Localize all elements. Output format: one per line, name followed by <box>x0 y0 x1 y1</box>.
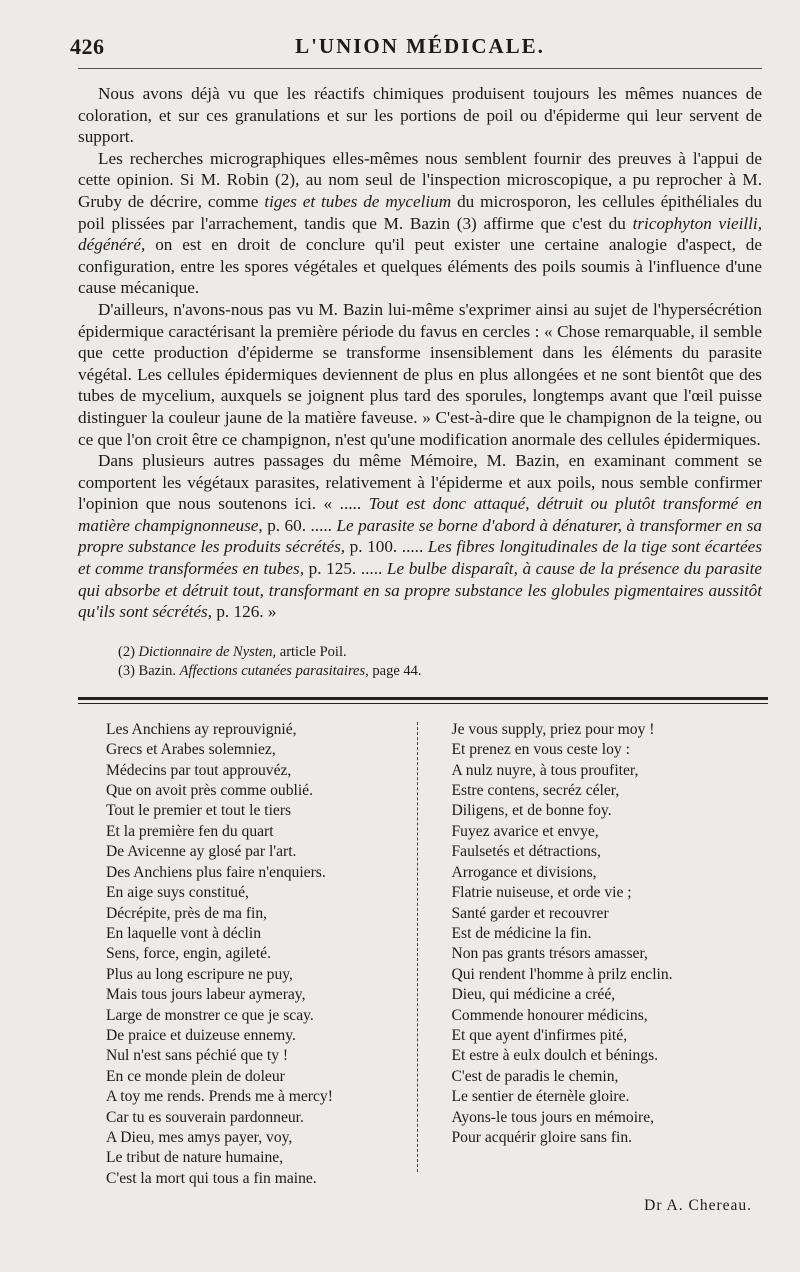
poem-line: Et estre à eulx doulch et bénings. <box>451 1047 659 1065</box>
paragraph-text: du microsporon, les cellules épithéliales du poil plissées par l'arrachement, tandis que M. Bazin (3) affirme que c'est du <box>78 191 763 233</box>
paragraph-4 <box>78 450 762 623</box>
section-divider <box>78 697 768 704</box>
poem-line: Large de monstrer ce que je scay. <box>106 1006 314 1024</box>
paragraph-italic: Les fibres longitudinales de la tige sont écartées et comme transformées en tubes, <box>78 537 763 579</box>
poem-line: Tout le premier et tout le tiers <box>106 802 292 820</box>
footnote-text: (3) Bazin. <box>118 662 180 679</box>
footnote-text: article Poil. <box>276 643 347 660</box>
paragraph-text: p. 100. ..... <box>345 537 428 557</box>
poem-line: En aige suys constitué, <box>106 884 249 902</box>
poem-line: Je vous supply, priez pour moy ! <box>451 720 655 738</box>
poem-line: Décrépite, près de ma fin, <box>106 904 268 922</box>
footnote-2 <box>118 643 762 662</box>
poem-line: Médecins par tout approuvéz, <box>106 761 292 779</box>
poem-line: Et prenez en vous ceste loy : <box>451 741 630 759</box>
footnotes <box>78 643 762 681</box>
poem-line: Qui rendent l'homme à prilz enclin. <box>451 965 673 983</box>
paragraph-italic: tricophyton vieilli, dégénéré, <box>78 213 762 255</box>
footnote-text: page 44. <box>368 662 422 679</box>
poem-line: Le sentier de éternèle gloire. <box>451 1088 630 1106</box>
paragraph-text: Les recherches micrographiques elles-mêmes nous semblent fournir des preuves à l'appui de cette opinion. Si M. Robin (2), au nom seul de l'inspection microscopique, a pu reprocher à M. Gruby de décrire, comme <box>78 148 762 211</box>
footnote-italic: Dictionnaire de Nysten, <box>138 643 277 660</box>
poem-column-right <box>418 720 763 1189</box>
poem-line: Plus au long escripure ne puy, <box>106 965 293 983</box>
poem-line: A Dieu, mes amys payer, voy, <box>106 1128 293 1146</box>
poem-line: Car tu es souverain pardonneur. <box>106 1108 304 1126</box>
paragraph-italic: Le parasite se borne d'abord à dénaturer, à transformer en sa propre substance les produits sécrétés, <box>78 515 763 557</box>
paragraph-text: p. 126. » <box>212 602 277 622</box>
poem-line: Et la première fen du quart <box>106 822 274 840</box>
poem-line: Est de médicine la fin. <box>451 924 592 942</box>
poem-line: De Avicenne ay glosé par l'art. <box>106 843 297 861</box>
poem <box>78 720 762 1189</box>
page-header <box>70 34 762 69</box>
poem-line: Que on avoit près comme oublié. <box>106 782 313 800</box>
poem-line: Commende honourer médicins, <box>451 1006 648 1024</box>
poem-line: Pour acquérir gloire sans fin. <box>451 1128 633 1146</box>
poem-line: Le tribut de nature humaine, <box>106 1149 284 1167</box>
paragraph-2 <box>78 148 762 299</box>
poem-line: Nul n'est sans péchié que ty ! <box>106 1047 289 1065</box>
page-number: 426 <box>70 34 105 59</box>
paragraph-text: Dans plusieurs autres passages du même Mémoire, M. Bazin, en examinant comment se comportent les végétaux parasites, relativement à l'épiderme et aux poils, nous semble confirmer l'opinion que nous soutenons ici. « ..... <box>78 451 762 514</box>
poem-line: C'est de paradis le chemin, <box>451 1067 619 1085</box>
footnote-3 <box>118 662 762 681</box>
poem-line: Flatrie nuiseuse, et orde vie ; <box>451 884 632 902</box>
poem-line: En laquelle vont à déclin <box>106 924 262 942</box>
journal-title: L'UNION MÉDICALE. <box>295 34 545 58</box>
poem-line: Mais tous jours labeur aymeray, <box>106 986 306 1004</box>
signature: Dr A. Chereau. <box>644 1197 752 1215</box>
paragraph-3 <box>78 299 762 450</box>
poem-line: Arrogance et divisions, <box>451 863 597 881</box>
poem-line: Fuyez avarice et envye, <box>451 822 599 840</box>
poem-line: Estre contens, secréz céler, <box>451 782 620 800</box>
poem-line: Sens, force, engin, agileté. <box>106 945 271 963</box>
poem-line: Ayons-le tous jours en mémoire, <box>451 1108 655 1126</box>
poem-line: De praice et duizeuse ennemy. <box>106 1026 296 1044</box>
poem-line: Des Anchiens plus faire n'enquiers. <box>106 863 326 881</box>
footnote-text: (2) <box>118 643 139 660</box>
poem-line: A toy me rends. Prends me à mercy! <box>106 1088 333 1106</box>
poem-line: Diligens, et de bonne foy. <box>451 802 612 820</box>
paragraph-italic: Tout est donc attaqué, détruit ou plutôt transformé en matière champignonneuse, <box>78 494 762 535</box>
poem-line: En ce monde plein de doleur <box>106 1067 285 1085</box>
poem-line: Dieu, qui médicine a créé, <box>451 986 616 1004</box>
paragraph-italic: tiges et tubes de mycelium <box>264 191 452 211</box>
article-body <box>78 83 762 623</box>
poem-line: A nulz nuyre, à tous proufiter, <box>451 761 639 779</box>
poem-line: Faulsetés et détractions, <box>451 843 601 861</box>
poem-line: Grecs et Arabes solemniez, <box>106 741 276 759</box>
paragraph-italic: Le bulbe disparaît, à cause de la présence du parasite qui absorbe et détruit tout, transformant en sa propre substance les globules pigmentaires aussitôt qu'ils sont sécrétés, <box>78 559 763 622</box>
paragraph-1 <box>78 83 762 148</box>
poem-line: Non pas grants trésors amasser, <box>451 945 648 963</box>
poem-column-left <box>78 720 417 1189</box>
footnote-italic: Affections cutanées parasitaires, <box>179 662 369 679</box>
paragraph-text: Nous avons déjà vu que les réactifs chimiques produisent toujours les mêmes nuances de coloration, et sur ces granulations et sur les portions de poil ou d'épiderme qui leur servent de support. <box>78 84 762 147</box>
poem-line: Santé garder et recouvrer <box>451 904 609 922</box>
paragraph-text: D'ailleurs, n'avons-nous pas vu M. Bazin lui-même s'exprimer ainsi au sujet de l'hypersécrétion épidermique caractérisant la première période du favus en cercles : « Chose remarquable, il semble que cette production d'épiderme se transforme insensiblement dans les éléments du parasite végétal. Les cellules épidermiques deviennent de plus en plus allongées et ne sont bientôt que des tubes de mycelium, auxquels se joignent plus tard des sporules, longtemps avant que l'œil puisse distinguer la couleur jaune de la matière faveuse. » C'est-à-dire que le champignon de la teigne, ou ce que l'on croit être ce champignon, n'est qu'une modification anormale des cellules épidermiques. <box>78 299 762 449</box>
poem-line: Et que ayent d'infirmes pité, <box>451 1026 628 1044</box>
paragraph-text: p. 60. ..... <box>262 515 337 535</box>
poem-line: C'est la mort qui tous a fin maine. <box>106 1169 317 1187</box>
poem-line: Les Anchiens ay reprouvignié, <box>106 720 297 738</box>
paragraph-text: on est en droit de conclure qu'il peut exister une certaine analogie d'aspect, de configuration, entre les spores végétales et quelques éléments des poils soumis à l'influence d'une cause mécanique. <box>78 235 762 298</box>
paragraph-text: p. 125. ..... <box>304 559 387 579</box>
